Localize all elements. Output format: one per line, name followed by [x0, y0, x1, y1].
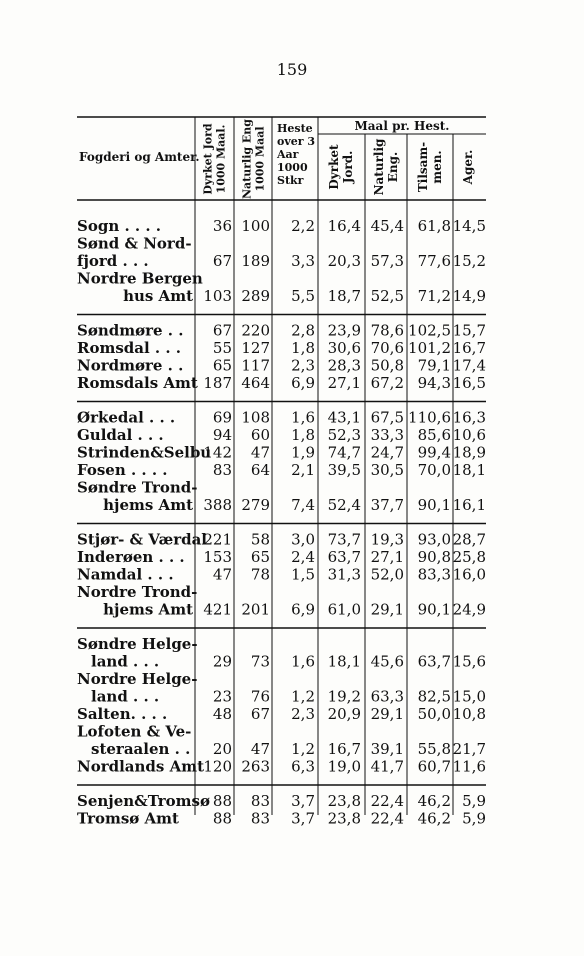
cell-value: 16,0 — [452, 565, 486, 584]
cell-value: 67 — [250, 705, 270, 723]
row-label: steraalen . . — [91, 740, 191, 758]
cell-value: 16,4 — [327, 217, 361, 235]
row-label: Søndmøre . . — [77, 321, 184, 340]
cell-value: 100 — [241, 217, 270, 235]
row-label: Nordre Bergen — [77, 269, 203, 288]
cell-value: 25,8 — [452, 548, 486, 566]
cell-value: 7,4 — [291, 496, 315, 514]
cell-value: 18,1 — [327, 652, 361, 671]
cell-value: 73 — [250, 652, 270, 671]
cell-value: 55,8 — [417, 740, 451, 758]
cell-value: 36 — [212, 217, 232, 235]
cell-value: 74,7 — [327, 443, 361, 462]
header-heste-3: 1000 — [277, 161, 308, 174]
cell-value: 69 — [212, 408, 232, 427]
cell-value: 63,7 — [327, 548, 361, 566]
cell-value: 31,3 — [327, 565, 361, 584]
row-label: Romsdal . . . — [77, 339, 182, 357]
cell-value: 2,1 — [291, 461, 315, 479]
cell-value: 90,8 — [417, 548, 451, 566]
cell-value: 16,3 — [452, 408, 486, 427]
cell-value: 279 — [241, 496, 270, 514]
cell-value: 2,4 — [291, 548, 315, 566]
cell-value: 153 — [203, 548, 232, 566]
cell-value: 60 — [250, 426, 270, 444]
cell-value: 23 — [212, 687, 232, 706]
cell-value: 1,6 — [291, 652, 315, 671]
cell-value: 55 — [212, 339, 232, 357]
header-heste-4: Stkr — [277, 174, 304, 187]
cell-value: 464 — [241, 374, 270, 392]
header-sub-tilsam-1: men. — [430, 150, 445, 184]
cell-value: 15,2 — [452, 252, 486, 270]
cell-value: 70,0 — [417, 461, 451, 479]
cell-value: 29,1 — [370, 600, 404, 619]
row-label: Nordlands Amt — [77, 757, 205, 776]
cell-value: 88 — [212, 809, 232, 828]
cell-value: 5,9 — [462, 792, 486, 810]
cell-value: 19,3 — [370, 530, 404, 549]
row-label: Strinden&Selbu — [77, 443, 212, 462]
row-label: Lofoten & Ve- — [77, 722, 192, 741]
cell-value: 76 — [250, 687, 270, 706]
cell-value: 39,5 — [327, 461, 361, 479]
cell-value: 73,7 — [327, 530, 361, 549]
cell-value: 3,7 — [291, 792, 315, 810]
cell-value: 65 — [212, 356, 232, 375]
cell-value: 221 — [203, 530, 232, 549]
row-label: Ørkedal . . . — [77, 408, 176, 427]
cell-value: 289 — [241, 287, 270, 305]
row-label: Salten. . . . — [77, 705, 168, 723]
header-naturlig-eng-0: Naturlig Eng — [240, 118, 254, 200]
row-label: fjord . . . — [77, 252, 149, 270]
cell-value: 94,3 — [417, 374, 451, 392]
cell-value: 33,3 — [370, 426, 404, 444]
header-sub-tilsam-0: Tilsam- — [416, 141, 431, 193]
cell-value: 52,5 — [370, 287, 404, 305]
cell-value: 18,9 — [452, 443, 486, 462]
cell-value: 41,7 — [370, 757, 404, 776]
cell-value: 77,6 — [417, 252, 451, 270]
row-label: Tromsø Amt — [77, 809, 179, 828]
cell-value: 99,4 — [417, 443, 451, 462]
cell-value: 85,6 — [417, 426, 451, 444]
cell-value: 117 — [241, 356, 270, 375]
cell-value: 27,1 — [327, 374, 361, 392]
row-label: Sønd & Nord- — [77, 234, 192, 253]
page-number: 159 — [276, 60, 308, 79]
cell-value: 83 — [250, 792, 270, 810]
row-label: hjems Amt — [103, 496, 193, 514]
cell-value: 29,1 — [370, 705, 404, 723]
cell-value: 83 — [250, 809, 270, 828]
cell-value: 11,6 — [452, 757, 486, 776]
cell-value: 28,3 — [327, 356, 361, 375]
cell-value: 90,1 — [417, 600, 451, 619]
cell-value: 47 — [250, 443, 270, 462]
cell-value: 421 — [203, 600, 232, 619]
cell-value: 28,7 — [452, 530, 486, 549]
cell-value: 23,8 — [327, 809, 361, 828]
cell-value: 108 — [241, 408, 270, 427]
cell-value: 16,5 — [452, 374, 486, 392]
cell-value: 110,6 — [408, 408, 451, 427]
row-label: land . . . — [91, 652, 160, 671]
cell-value: 2,3 — [291, 356, 315, 375]
row-label: hjems Amt — [103, 600, 193, 619]
cell-value: 67,5 — [370, 408, 404, 427]
cell-value: 39,1 — [370, 740, 404, 758]
cell-value: 16,7 — [452, 339, 486, 357]
cell-value: 94 — [212, 426, 232, 444]
cell-value: 67 — [212, 252, 232, 270]
cell-value: 57,3 — [370, 252, 404, 270]
cell-value: 24,7 — [370, 443, 404, 462]
header-sub-dyrket-1: Jord. — [341, 150, 356, 184]
cell-value: 43,1 — [327, 408, 361, 427]
cell-value: 1,2 — [291, 687, 315, 706]
cell-value: 61,8 — [417, 217, 451, 235]
cell-value: 78 — [250, 565, 270, 584]
cell-value: 187 — [203, 374, 232, 392]
row-label: Namdal . . . — [77, 565, 174, 584]
header-dyrket-jord-1: 1000 Maal. — [214, 124, 228, 194]
cell-value: 142 — [203, 443, 232, 462]
cell-value: 1,2 — [291, 740, 315, 758]
cell-value: 37,7 — [370, 496, 404, 514]
cell-value: 10,8 — [452, 705, 486, 723]
cell-value: 220 — [241, 321, 270, 340]
cell-value: 60,7 — [417, 757, 451, 776]
cell-value: 48 — [212, 705, 232, 723]
cell-value: 102,5 — [408, 321, 451, 340]
header-heste-0: Heste — [277, 122, 313, 135]
cell-value: 1,8 — [291, 426, 315, 444]
cell-value: 201 — [241, 600, 270, 619]
cell-value: 3,0 — [291, 530, 315, 549]
row-label: Stjør- & Værdal — [77, 530, 208, 549]
cell-value: 6,9 — [291, 374, 315, 392]
header-dyrket-jord-0: Dyrket Jord — [201, 123, 215, 195]
header-sub-naturlig-0: Naturlig — [372, 138, 387, 196]
row-label: Inderøen . . . — [77, 548, 185, 566]
cell-value: 16,7 — [327, 740, 361, 758]
cell-value: 1,9 — [291, 443, 315, 462]
cell-value: 47 — [250, 740, 270, 758]
row-label: Fosen . . . . — [77, 461, 168, 479]
row-label: Søndre Helge- — [77, 635, 198, 653]
cell-value: 17,4 — [452, 356, 486, 375]
row-label: hus Amt — [123, 287, 193, 305]
header-heste-2: Aar — [277, 148, 299, 161]
row-label: land . . . — [91, 687, 160, 706]
cell-value: 64 — [250, 461, 270, 479]
cell-value: 15,0 — [452, 687, 486, 706]
cell-value: 23,8 — [327, 792, 361, 810]
cell-value: 2,2 — [291, 217, 315, 235]
cell-value: 61,0 — [327, 600, 361, 619]
cell-value: 79,1 — [417, 356, 451, 375]
cell-value: 67 — [212, 321, 232, 340]
cell-value: 78,6 — [370, 321, 404, 340]
row-label: Nordmøre . . — [77, 356, 184, 375]
cell-value: 45,4 — [370, 217, 404, 235]
header-region: Fogderi og Amter. — [79, 150, 200, 164]
cell-value: 93,0 — [417, 530, 451, 549]
cell-value: 10,6 — [452, 426, 486, 444]
cell-value: 14,9 — [452, 287, 486, 305]
cell-value: 83 — [212, 461, 232, 479]
cell-value: 88 — [212, 792, 232, 810]
cell-value: 52,0 — [370, 565, 404, 584]
cell-value: 65 — [250, 548, 270, 566]
cell-value: 47 — [212, 565, 232, 584]
cell-value: 15,6 — [452, 652, 486, 671]
cell-value: 71,2 — [417, 287, 451, 305]
cell-value: 22,4 — [370, 792, 404, 810]
row-label: Romsdals Amt — [77, 374, 198, 392]
row-label: Guldal . . . — [77, 426, 164, 444]
cell-value: 21,7 — [452, 740, 486, 758]
cell-value: 90,1 — [417, 496, 451, 514]
cell-value: 50,8 — [370, 356, 404, 375]
cell-value: 5,9 — [462, 809, 486, 828]
cell-value: 2,3 — [291, 705, 315, 723]
cell-value: 120 — [203, 757, 232, 776]
cell-value: 63,7 — [417, 652, 451, 671]
cell-value: 29 — [212, 652, 232, 671]
cell-value: 20 — [212, 740, 232, 758]
cell-value: 18,7 — [327, 287, 361, 305]
table-header — [79, 119, 475, 199]
cell-value: 189 — [241, 252, 270, 270]
header-maal-pr-hest: Maal pr. Hest. — [354, 119, 450, 133]
cell-value: 19,0 — [327, 757, 361, 776]
cell-value: 2,8 — [291, 321, 315, 340]
cell-value: 5,5 — [291, 287, 315, 305]
cell-value: 103 — [203, 287, 232, 305]
cell-value: 63,3 — [370, 687, 404, 706]
cell-value: 101,2 — [408, 339, 451, 357]
cell-value: 45,6 — [370, 652, 404, 671]
header-sub-dyrket-0: Dyrket — [327, 144, 342, 190]
cell-value: 52,3 — [327, 426, 361, 444]
cell-value: 23,9 — [327, 321, 361, 340]
cell-value: 14,5 — [452, 217, 486, 235]
cell-value: 52,4 — [327, 496, 361, 514]
cell-value: 83,3 — [417, 565, 451, 584]
cell-value: 6,3 — [291, 757, 315, 776]
cell-value: 1,6 — [291, 408, 315, 427]
cell-value: 27,1 — [370, 548, 404, 566]
cell-value: 46,2 — [417, 792, 451, 810]
cell-value: 58 — [250, 530, 270, 549]
header-heste-1: over 3 — [277, 135, 316, 148]
cell-value: 22,4 — [370, 809, 404, 828]
row-label: Senjen&Tromsø — [77, 792, 211, 810]
cell-value: 19,2 — [327, 687, 361, 706]
cell-value: 6,9 — [291, 600, 315, 619]
cell-value: 82,5 — [417, 687, 451, 706]
cell-value: 16,1 — [452, 496, 486, 514]
cell-value: 1,8 — [291, 339, 315, 357]
row-label: Nordre Trond- — [77, 583, 198, 601]
table-body — [77, 217, 486, 828]
cell-value: 1,5 — [291, 565, 315, 584]
cell-value: 3,7 — [291, 809, 315, 828]
row-label: Nordre Helge- — [77, 670, 198, 688]
cell-value: 30,5 — [370, 461, 404, 479]
cell-value: 67,2 — [370, 374, 404, 392]
cell-value: 24,9 — [452, 600, 486, 619]
cell-value: 30,6 — [327, 339, 361, 357]
cell-value: 15,7 — [452, 321, 486, 340]
cell-value: 46,2 — [417, 809, 451, 828]
cell-value: 388 — [203, 496, 232, 514]
cell-value: 127 — [241, 339, 270, 357]
cell-value: 263 — [241, 757, 270, 776]
header-sub-naturlig-1: Eng. — [386, 151, 401, 183]
row-label: Søndre Trond- — [77, 478, 198, 497]
cell-value: 20,9 — [327, 705, 361, 723]
cell-value: 50,0 — [417, 705, 451, 723]
cell-value: 3,3 — [291, 252, 315, 270]
row-label: Sogn . . . . — [77, 217, 162, 235]
cell-value: 70,6 — [370, 339, 404, 357]
header-naturlig-eng-1: 1000 Maal — [253, 126, 267, 192]
cell-value: 18,1 — [452, 461, 486, 479]
header-sub-ager-0: Ager. — [461, 149, 476, 185]
cell-value: 20,3 — [327, 252, 361, 270]
